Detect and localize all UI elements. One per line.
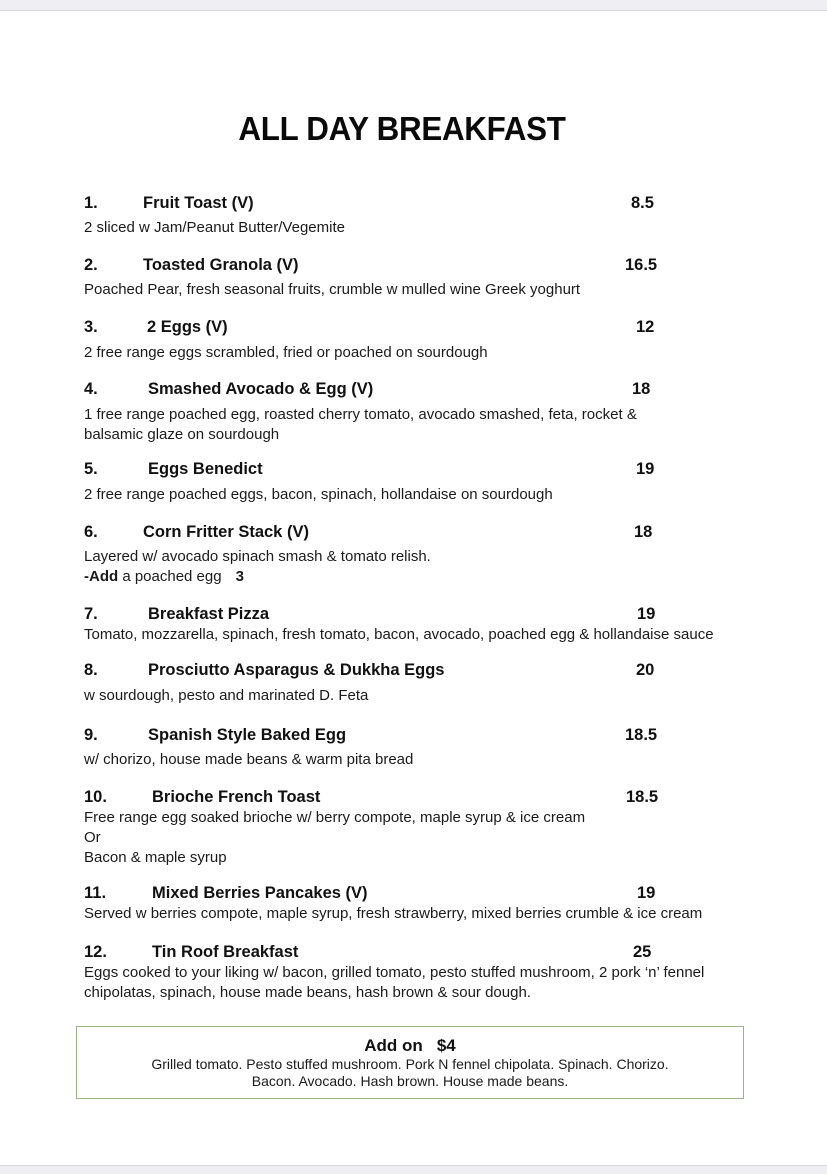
item-description: w sourdough, pesto and marinated D. Feta — [84, 687, 369, 704]
item-price: 19 — [637, 884, 656, 902]
page-title: ALL DAY BREAKFAST — [238, 110, 566, 147]
item-number: 7. — [84, 605, 98, 623]
item-name: Spanish Style Baked Egg — [148, 726, 347, 744]
item-description: chipolatas, spinach, house made beans, hash brown & sour dough. — [84, 984, 531, 1001]
addon-option-price: 3 — [235, 568, 244, 585]
item-price: 19 — [637, 605, 656, 623]
item-price: 18.5 — [625, 726, 658, 744]
item-description: w/ chorizo, house made beans & warm pita bread — [84, 751, 414, 768]
addon-list-line: Grilled tomato. Pesto stuffed mushroom. Pork N fennel chipolata. Spinach. Chorizo. — [151, 1056, 669, 1072]
item-description: Eggs cooked to your liking w/ bacon, grilled tomato, pesto stuffed mushroom, 2 pork ‘n’ fennel — [84, 964, 705, 981]
item-name: Toasted Granola (V) — [143, 256, 299, 274]
item-name: Eggs Benedict — [148, 460, 263, 478]
item-name: Breakfast Pizza — [148, 605, 270, 623]
item-price: 18.5 — [626, 788, 659, 806]
addon-option-label: a poached egg — [118, 568, 222, 585]
item-description: Layered w/ avocado spinach smash & tomato relish. — [84, 548, 431, 565]
item-price: 25 — [633, 943, 652, 961]
item-number: 6. — [84, 523, 98, 541]
item-name: 2 Eggs (V) — [147, 318, 228, 336]
menu-item — [84, 318, 804, 363]
menu-item — [84, 884, 804, 924]
menu-item — [84, 380, 804, 445]
item-description: Bacon & maple syrup — [84, 849, 227, 866]
menu-item — [84, 726, 804, 770]
menu-item — [84, 523, 804, 587]
item-description: Poached Pear, fresh seasonal fruits, crumble w mulled wine Greek yoghurt — [84, 281, 581, 298]
addon-list-line: Bacon. Avocado. Hash brown. House made beans. — [251, 1073, 569, 1089]
addon-box — [76, 1026, 744, 1099]
item-description: Or — [84, 829, 101, 846]
item-name: Brioche French Toast — [152, 788, 321, 806]
item-description: 2 free range eggs scrambled, fried or poached on sourdough — [84, 344, 488, 361]
menu-item — [84, 194, 804, 238]
addon-heading — [77, 1036, 743, 1056]
item-description: 2 free range poached eggs, bacon, spinach, hollandaise on sourdough — [84, 486, 553, 503]
item-description: 1 free range poached egg, roasted cherry tomato, avocado smashed, feta, rocket & — [84, 406, 637, 423]
item-name: Corn Fritter Stack (V) — [143, 523, 309, 541]
item-addon-option — [84, 567, 804, 587]
item-price: 12 — [636, 318, 655, 336]
item-price: 8.5 — [631, 194, 654, 212]
item-name: Fruit Toast (V) — [143, 194, 254, 212]
item-price: 16.5 — [625, 256, 658, 274]
item-description: Served w berries compote, maple syrup, fresh strawberry, mixed berries crumble & ice cream — [84, 905, 703, 922]
top-window-edge — [0, 0, 827, 11]
item-description: balsamic glaze on sourdough — [84, 426, 280, 443]
item-description: Tomato, mozzarella, spinach, fresh tomato, bacon, avocado, poached egg & hollandaise sauce — [84, 626, 714, 643]
menu-item — [84, 605, 804, 645]
item-number: 3. — [84, 318, 98, 336]
addon-price: $4 — [436, 1036, 456, 1055]
menu-item — [84, 460, 804, 505]
item-number: 2. — [84, 256, 98, 274]
menu-item — [84, 943, 804, 1003]
item-name: Smashed Avocado & Egg (V) — [148, 380, 374, 398]
item-number: 10. — [84, 788, 107, 806]
menu-item — [84, 661, 804, 706]
item-number: 8. — [84, 661, 98, 679]
item-description: Free range egg soaked brioche w/ berry compote, maple syrup & ice cream — [84, 809, 586, 826]
item-price: 18 — [632, 380, 651, 398]
item-number: 1. — [84, 194, 98, 212]
item-number: 4. — [84, 380, 98, 398]
item-description: 2 sliced w Jam/Peanut Butter/Vegemite — [84, 219, 345, 236]
addon-option-label-bold: -Add — [84, 568, 119, 585]
item-name: Tin Roof Breakfast — [152, 943, 299, 961]
menu-item — [84, 788, 804, 868]
item-name: Mixed Berries Pancakes (V) — [152, 884, 368, 902]
item-price: 18 — [634, 523, 653, 541]
item-price: 19 — [636, 460, 655, 478]
addon-title: Add on — [364, 1036, 423, 1055]
item-number: 11. — [84, 884, 107, 902]
item-price: 20 — [636, 661, 655, 679]
item-number: 12. — [84, 943, 107, 961]
item-number: 5. — [84, 460, 98, 478]
item-name: Prosciutto Asparagus & Dukkha Eggs — [148, 661, 445, 679]
menu-item — [84, 256, 804, 300]
item-number: 9. — [84, 726, 98, 744]
